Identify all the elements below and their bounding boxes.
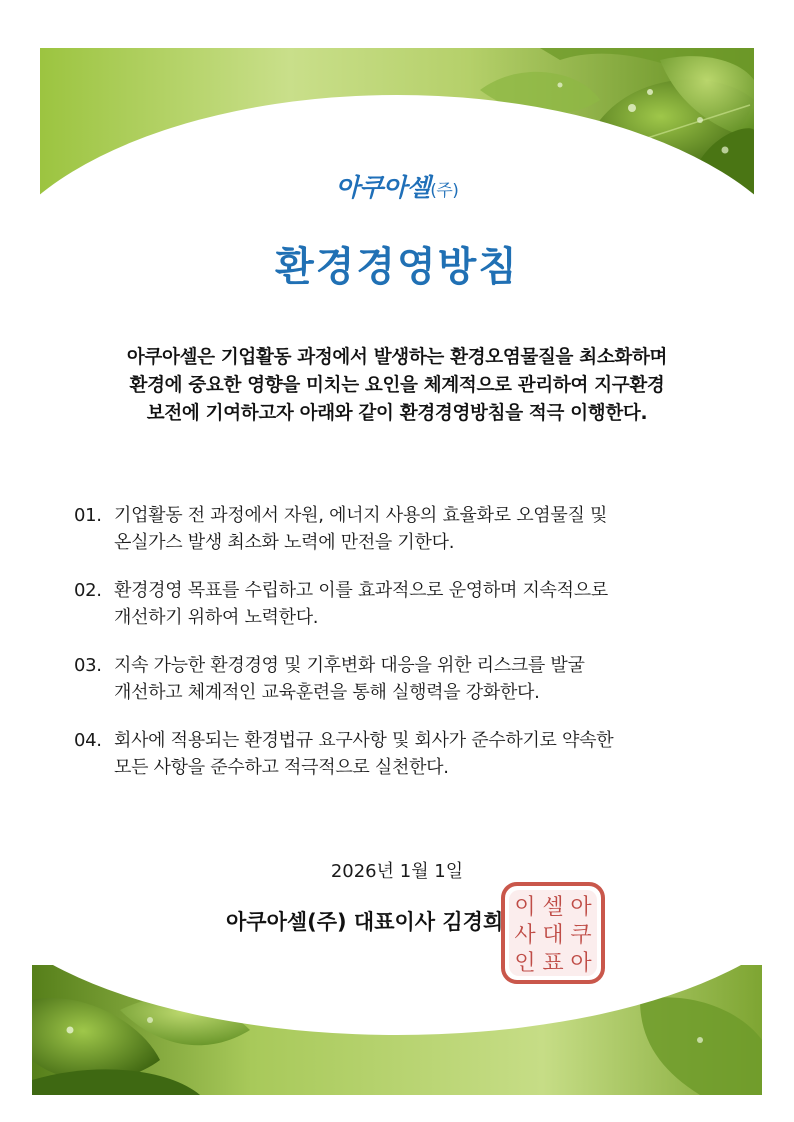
intro-line: 환경에 중요한 영향을 미치는 요인을 체계적으로 관리하여 지구환경	[129, 375, 665, 396]
policy-item-line: 개선하고 체계적인 교육훈련을 통해 실행력을 강화한다.	[114, 682, 540, 703]
policy-item	[74, 652, 754, 706]
intro-paragraph	[40, 344, 754, 428]
seal-character: 대	[542, 923, 564, 948]
policy-item	[74, 502, 754, 556]
company-logo	[0, 168, 794, 204]
policy-item-line: 개선하기 위하여 노력한다.	[114, 607, 319, 628]
policy-item-line: 기업활동 전 과정에서 자원, 에너지 사용의 효율화로 오염물질 및	[114, 505, 608, 526]
policy-list	[74, 502, 754, 802]
seal-character: 쿠	[570, 923, 592, 948]
intro-line: 보전에 기여하고자 아래와 같이 환경경영방침을 적극 이행한다.	[146, 403, 648, 424]
policy-item-line: 환경경영 목표를 수립하고 이를 효과적으로 운영하며 지속적으로	[114, 580, 608, 601]
seal-character: 아	[570, 895, 592, 920]
seal-character: 인	[514, 951, 536, 976]
policy-item-line: 회사에 적용되는 환경법규 요구사항 및 회사가 준수하기로 약속한	[114, 730, 614, 751]
policy-item-number: 02.	[74, 580, 102, 601]
issue-date: 2026년 1월 1일	[330, 861, 464, 882]
seal-character: 사	[514, 923, 536, 948]
policy-item	[74, 727, 754, 781]
seal-character: 이	[514, 895, 536, 920]
ceo-signature: 아쿠아셀(주) 대표이사 김경희	[226, 910, 504, 934]
logo-name: 아쿠아셀	[335, 173, 431, 202]
logo-suffix: (주)	[430, 181, 459, 201]
policy-item-number: 01.	[74, 505, 102, 526]
policy-item	[74, 577, 754, 631]
intro-line: 아쿠아셀은 기업활동 과정에서 발생하는 환경오염물질을 최소화하며	[126, 347, 668, 368]
policy-item-line: 온실가스 발생 최소화 노력에 만전을 기한다.	[114, 532, 455, 553]
seal-character: 아	[570, 951, 592, 976]
policy-item-line: 지속 가능한 환경경영 및 기후변화 대응을 위한 리스크를 발굴	[114, 655, 585, 676]
policy-item-line: 모든 사항을 준수하고 적극적으로 실천한다.	[114, 757, 449, 778]
seal-character: 표	[542, 951, 564, 976]
page-title: 환경경영방침	[275, 244, 519, 290]
policy-item-number: 03.	[74, 655, 102, 676]
company-seal-icon	[497, 880, 609, 986]
seal-character: 셀	[542, 895, 564, 920]
policy-item-number: 04.	[74, 730, 102, 751]
